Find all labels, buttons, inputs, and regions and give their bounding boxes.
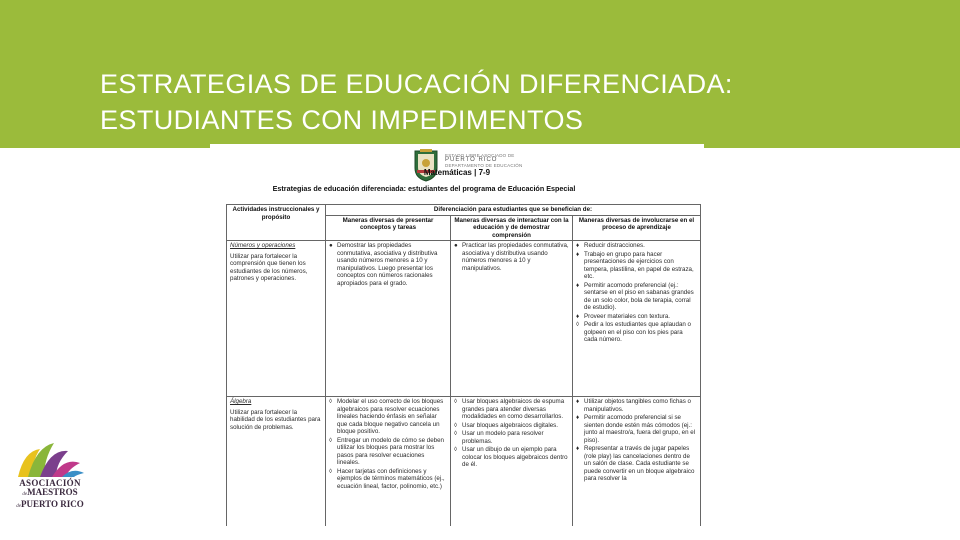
column-header: Maneras diversas de involucrarse en el proceso de aprendizaje [573,215,701,241]
title-banner [0,0,960,148]
logo-line: ASOCIACIÓN [19,478,81,488]
strategy-text: Trabajo en grupo para hacer presentaciones de ejercicios con tempera, plastilina, en papel de estraza, etc. [584,250,694,280]
bullet-marker: ♦ [576,312,580,320]
present-cell [326,241,451,397]
strategy-item [329,242,447,287]
bullet-marker: ♦ [576,398,580,405]
document-heading: Matemáticas | 7-9 [423,168,491,177]
bullet-marker: ◊ [454,421,458,429]
strategy-text: Representar a través de jugar papeles (role play) las cancelaciones dentro de un salón de clase. Cada estudiante se puede convertir en un bloque algebraico para resolver la [584,445,695,482]
strategies-table [226,204,701,526]
slide-title [100,66,900,138]
strategy-item [576,242,697,250]
logo-word: MAESTROS [27,487,78,497]
strategy-item [454,446,569,469]
bullet-marker: ◊ [576,321,580,328]
logo-connector: de [22,492,28,497]
strategy-text: Usar un dibujo de un ejemplo para colocar los bloques algebraicos dentro de él. [462,446,568,468]
activity-title: Números y operaciones [230,242,296,249]
present-cell [326,397,451,527]
strategy-text: Practicar las propiedades conmutativa, asociativa y distributiva usando números menores a 10 y manipulativos. [462,242,569,272]
bullet-marker: ♦ [576,414,580,421]
seal-caption-line: DEPARTAMENTO DE EDUCACIÓN [445,163,523,168]
strategy-item [454,398,569,421]
strategy-item [454,430,569,445]
seal-caption-line: ESTADO LIBRE ASOCIADO DE [445,153,515,158]
strategy-item [576,321,697,344]
bullet-marker: ◊ [454,430,458,437]
strategy-text: Modelar el uso correcto de los bloques algebraicos para resolver ecuaciones lineales haciendo énfasis en señalar que cada bloque negativo cancela un bloque positivo. [337,398,444,435]
activity-description: Utilizar para fortalecer la habilidad de los estudiantes para solución de problemas. [230,408,321,431]
strategy-text: Usar un modelo para resolver problemas. [462,430,544,445]
logo-line [10,488,90,499]
strategy-text: Proveer materiales con textura. [584,312,670,320]
activity-description: Utilizar para fortalecer la comprensión que tienen los estudiantes de los números, patrones y operaciones. [230,252,308,282]
involve-cell [573,397,701,527]
column-header: Maneras diversas de interactuar con la educación y de demostrar comprensión [451,215,573,241]
strategy-item [454,242,569,272]
strategy-text: Usar bloques algebraicos de espuma grandes para atender diversas modalidades en como desarrollarlos. [462,398,565,420]
strategy-item [329,437,447,467]
bullet-marker: ◊ [329,467,333,475]
strategy-item [576,398,697,413]
document-image [210,144,704,526]
table-group-header: Diferenciación para estudiantes que se benefician de: [326,205,701,216]
logo-connector: de [16,504,21,509]
column-header: Maneras diversas de presentar conceptos y tareas [326,215,451,241]
bullet-marker: ♦ [576,242,580,249]
strategy-text: Demostrar las propiedades conmutativa, asociativa y distributiva usando números menores a 10 y manipulativos. Luego presentar los conceptos con números racionales apropiados para el grado. [337,242,438,287]
bullet-marker: ♦ [576,250,580,258]
strategy-item [576,414,697,444]
activity-cell [227,241,326,397]
strategy-text: Utilizar objetos tangibles como fichas o manipulativos. [584,398,691,413]
interact-cell [451,397,573,527]
strategy-text: Permitir acomodo preferencial si se sienten donde estén más cómodos (ej.: junto al maestro/a, fuera del grupo, en el piso). [584,414,696,444]
activity-cell [227,397,326,527]
strategy-item [454,422,569,430]
logo-line [10,499,90,512]
document-subheading: Estrategias de educación diferenciada: estudiantes del programa de Educación Especial [272,184,576,193]
strategy-text: Reducir distracciones. [584,242,645,249]
column-header: Actividades instruccionales y propósito [227,205,326,241]
logo-word: PUERTO RICO [20,499,84,509]
activity-title: Álgebra [230,398,252,405]
strategy-text: Entregar un modelo de cómo se deben utilizar los bloques para mostrar los pasos para resolver ecuaciones lineales. [337,436,444,466]
bullet-marker: ◊ [329,436,333,444]
slide-title-line2: ESTUDIANTES CON IMPEDIMENTOS [100,105,584,135]
table-row [227,397,701,527]
strategy-item [576,313,697,321]
strategy-item [576,445,697,483]
bullet-marker: ● [329,242,333,249]
association-logo-text [10,478,90,512]
table-row [227,241,701,397]
strategy-item [329,468,447,491]
bullet-marker: ♦ [576,281,580,289]
strategy-item [329,398,447,436]
involve-cell [573,241,701,397]
bullet-marker: ◊ [329,398,333,405]
strategy-text: Usar bloques algebraicos digitales. [462,421,558,429]
bullet-marker: ◊ [454,398,458,405]
seal-caption [445,153,535,168]
strategy-item [576,251,697,281]
strategy-text: Pedir a los estudiantes que aplaudan o golpeen en el piso con los pies para cada número. [584,321,691,343]
strategy-text: Hacer tarjetas con definiciones y ejemplos de términos matemáticos (ej., ecuación lineal, factor, polinomio, etc.) [337,467,445,490]
table-group-header-row [227,205,701,216]
slide-title-line1: ESTRATEGIAS DE EDUCACIÓN DIFERENCIADA: [100,69,733,99]
interact-cell [451,241,573,397]
strategy-item [576,282,697,312]
bullet-marker: ◊ [454,446,458,453]
strategy-text: Permitir acomodo preferencial (ej.: sentarse en el piso en sabanas grandes de un solo color, bola de terapia, corral de estudio). [584,281,694,311]
bullet-marker: ● [454,242,458,249]
bullet-marker: ♦ [576,445,580,452]
seal-caption-line: PUERTO RICO [445,157,498,163]
